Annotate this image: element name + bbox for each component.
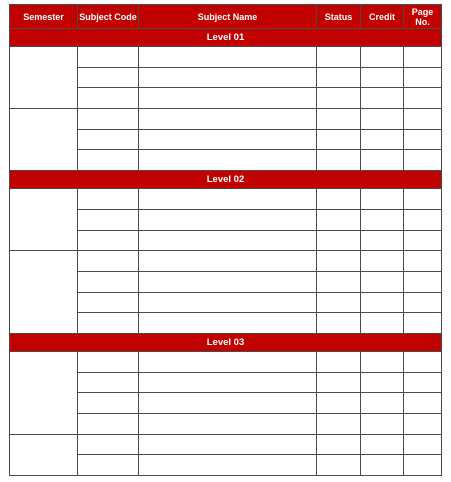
subject-name-cell[interactable] (139, 230, 317, 251)
credit-cell[interactable] (361, 209, 404, 230)
page-no-cell[interactable] (404, 189, 442, 210)
credit-cell[interactable] (361, 313, 404, 334)
status-cell[interactable] (317, 313, 361, 334)
page-no-cell[interactable] (404, 129, 442, 150)
subject-code-cell[interactable] (78, 189, 139, 210)
subject-code-cell[interactable] (78, 109, 139, 130)
credit-cell[interactable] (361, 372, 404, 393)
subject-code-cell[interactable] (78, 88, 139, 109)
subject-code-cell[interactable] (78, 271, 139, 292)
subject-name-cell[interactable] (139, 209, 317, 230)
credit-cell[interactable] (361, 393, 404, 414)
status-cell[interactable] (317, 230, 361, 251)
semester-cell[interactable] (10, 251, 78, 334)
subject-name-cell[interactable] (139, 271, 317, 292)
status-cell[interactable] (317, 455, 361, 476)
page-no-cell[interactable] (404, 230, 442, 251)
subject-name-cell[interactable] (139, 67, 317, 88)
subject-name-cell[interactable] (139, 313, 317, 334)
level-label: Level 01 (10, 29, 442, 47)
page-no-cell[interactable] (404, 434, 442, 455)
page-no-cell[interactable] (404, 271, 442, 292)
subject-code-header: Subject Code (78, 5, 139, 29)
subject-name-cell[interactable] (139, 189, 317, 210)
subject-code-cell[interactable] (78, 351, 139, 372)
subject-code-cell[interactable] (78, 150, 139, 171)
page-no-cell[interactable] (404, 109, 442, 130)
page-no-cell[interactable] (404, 372, 442, 393)
subject-code-cell[interactable] (78, 67, 139, 88)
credit-cell[interactable] (361, 109, 404, 130)
page-no-cell[interactable] (404, 351, 442, 372)
credit-cell[interactable] (361, 67, 404, 88)
level-label: Level 03 (10, 333, 442, 351)
credit-cell[interactable] (361, 189, 404, 210)
credit-cell[interactable] (361, 251, 404, 272)
table-row (10, 189, 442, 210)
table-body (10, 29, 442, 476)
subject-code-cell[interactable] (78, 129, 139, 150)
subject-name-cell[interactable] (139, 47, 317, 68)
credit-header: Credit (361, 5, 404, 29)
credit-cell[interactable] (361, 47, 404, 68)
credit-cell[interactable] (361, 434, 404, 455)
credit-cell[interactable] (361, 230, 404, 251)
subject-code-cell[interactable] (78, 47, 139, 68)
credit-cell[interactable] (361, 351, 404, 372)
subject-name-cell[interactable] (139, 434, 317, 455)
subject-name-cell[interactable] (139, 88, 317, 109)
semester-cell[interactable] (10, 434, 78, 475)
credit-cell[interactable] (361, 414, 404, 435)
subject-code-cell[interactable] (78, 372, 139, 393)
status-cell[interactable] (317, 109, 361, 130)
status-cell[interactable] (317, 88, 361, 109)
page-no-cell[interactable] (404, 393, 442, 414)
subject-name-cell[interactable] (139, 109, 317, 130)
subject-code-cell[interactable] (78, 434, 139, 455)
subject-code-cell[interactable] (78, 414, 139, 435)
table-row (10, 47, 442, 68)
subject-name-cell[interactable] (139, 372, 317, 393)
semester-cell[interactable] (10, 189, 78, 251)
credit-cell[interactable] (361, 88, 404, 109)
semester-cell[interactable] (10, 351, 78, 434)
subject-code-cell[interactable] (78, 230, 139, 251)
level-row (10, 29, 442, 47)
page-no-cell[interactable] (404, 313, 442, 334)
subject-name-cell[interactable] (139, 251, 317, 272)
table-row (10, 251, 442, 272)
subject-name-header: Subject Name (139, 5, 317, 29)
credit-cell[interactable] (361, 455, 404, 476)
subject-name-cell[interactable] (139, 150, 317, 171)
level-label: Level 02 (10, 171, 442, 189)
subject-name-cell[interactable] (139, 455, 317, 476)
subject-name-cell[interactable] (139, 414, 317, 435)
status-cell[interactable] (317, 251, 361, 272)
credit-cell[interactable] (361, 271, 404, 292)
header-row (10, 5, 442, 29)
credit-cell[interactable] (361, 150, 404, 171)
status-cell[interactable] (317, 351, 361, 372)
status-cell[interactable] (317, 434, 361, 455)
page-no-cell[interactable] (404, 150, 442, 171)
page-no-cell[interactable] (404, 88, 442, 109)
page-no-cell[interactable] (404, 209, 442, 230)
semester-cell[interactable] (10, 109, 78, 171)
subject-code-cell[interactable] (78, 455, 139, 476)
subject-name-cell[interactable] (139, 129, 317, 150)
status-cell[interactable] (317, 271, 361, 292)
subject-code-cell[interactable] (78, 393, 139, 414)
page-no-cell[interactable] (404, 251, 442, 272)
status-cell[interactable] (317, 393, 361, 414)
page-no-cell[interactable] (404, 455, 442, 476)
credit-cell[interactable] (361, 292, 404, 313)
status-cell[interactable] (317, 372, 361, 393)
semester-header: Semester (10, 5, 78, 29)
table-row (10, 351, 442, 372)
level-row (10, 171, 442, 189)
status-cell[interactable] (317, 150, 361, 171)
status-header: Status (317, 5, 361, 29)
page-no-header: Page No. (404, 5, 442, 29)
credit-cell[interactable] (361, 129, 404, 150)
subject-name-cell[interactable] (139, 351, 317, 372)
subject-code-cell[interactable] (78, 251, 139, 272)
status-cell[interactable] (317, 47, 361, 68)
table-row (10, 434, 442, 455)
level-row (10, 333, 442, 351)
status-cell[interactable] (317, 129, 361, 150)
semester-cell[interactable] (10, 47, 78, 109)
subject-code-cell[interactable] (78, 209, 139, 230)
page-no-cell[interactable] (404, 414, 442, 435)
status-cell[interactable] (317, 189, 361, 210)
status-cell[interactable] (317, 292, 361, 313)
subject-name-cell[interactable] (139, 292, 317, 313)
course-record-table (9, 4, 442, 476)
page-no-cell[interactable] (404, 292, 442, 313)
status-cell[interactable] (317, 67, 361, 88)
subject-code-cell[interactable] (78, 292, 139, 313)
table-row (10, 109, 442, 130)
page-no-cell[interactable] (404, 47, 442, 68)
subject-name-cell[interactable] (139, 393, 317, 414)
status-cell[interactable] (317, 414, 361, 435)
status-cell[interactable] (317, 209, 361, 230)
page-no-cell[interactable] (404, 67, 442, 88)
subject-code-cell[interactable] (78, 313, 139, 334)
